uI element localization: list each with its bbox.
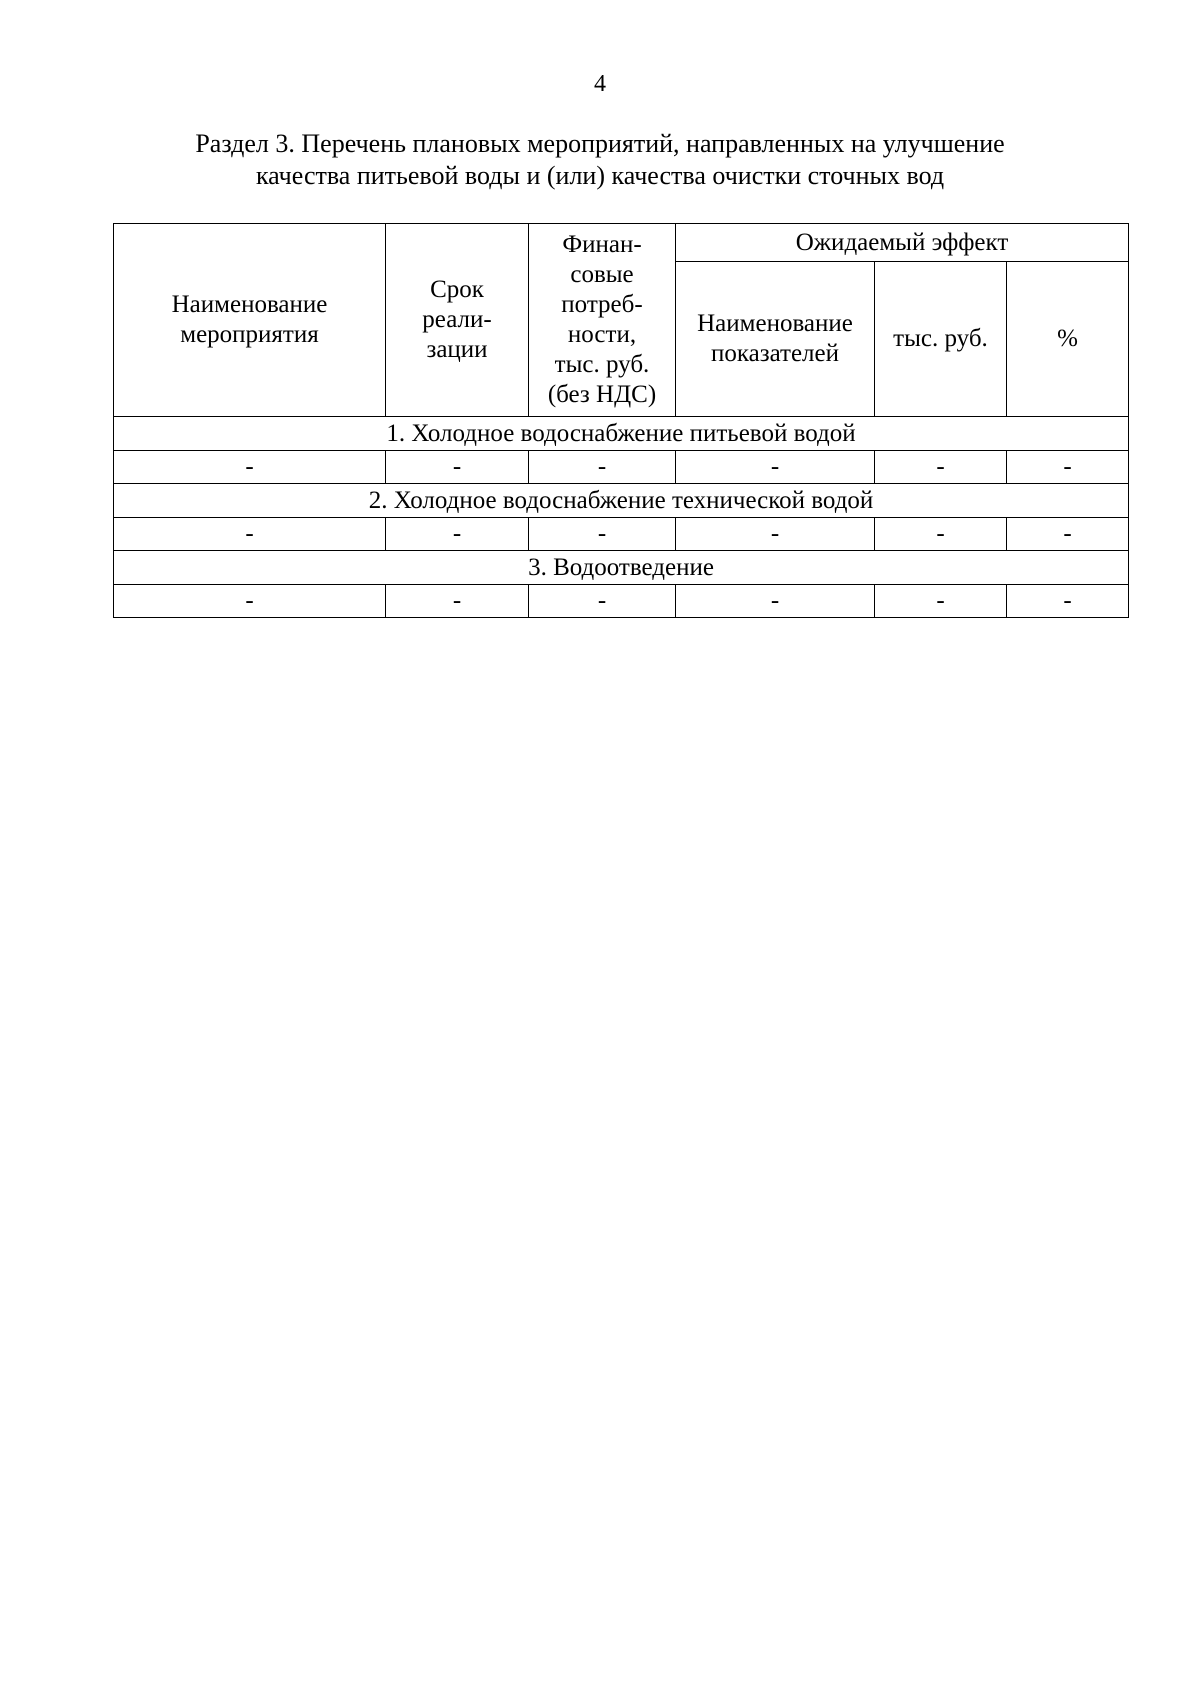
section-row-2 <box>114 484 1129 518</box>
measures-table <box>113 223 1129 618</box>
header-indicators: Наименование показателей <box>676 262 875 417</box>
table-cell: - <box>529 585 676 618</box>
table-cell: - <box>529 451 676 484</box>
section-title-2: 2. Холодное водоснабжение технической водой <box>114 484 1129 518</box>
header-percent: % <box>1007 262 1129 417</box>
table-cell: - <box>875 518 1007 551</box>
table-cell: - <box>1007 585 1129 618</box>
page-number: 4 <box>594 71 606 97</box>
section-title-line-2: качества питьевой воды и (или) качества очистки сточных вод <box>255 161 945 190</box>
table-cell: - <box>114 518 386 551</box>
header-measure-name: Наименование мероприятия <box>114 224 386 417</box>
table-cell: - <box>676 451 875 484</box>
table-cell: - <box>529 518 676 551</box>
section-title-1: 1. Холодное водоснабжение питьевой водой <box>114 417 1129 451</box>
table-cell: - <box>875 585 1007 618</box>
table-cell: - <box>114 585 386 618</box>
table-cell: - <box>1007 451 1129 484</box>
table-cell: - <box>386 585 529 618</box>
table-cell: - <box>676 585 875 618</box>
section-title-3: 3. Водоотведение <box>114 551 1129 585</box>
table-cell: - <box>114 451 386 484</box>
section-title <box>0 128 1200 192</box>
table-cell: - <box>386 451 529 484</box>
header-thousand-rub: тыс. руб. <box>875 262 1007 417</box>
table-cell: - <box>875 451 1007 484</box>
header-expected-effect: Ожидаемый эффект <box>676 224 1129 262</box>
table-row <box>114 585 1129 618</box>
header-finance: Финан- совые потреб- ности, тыс. руб. (без НДС) <box>529 224 676 417</box>
table-cell: - <box>1007 518 1129 551</box>
section-title-line-1: Раздел 3. Перечень плановых мероприятий, направленных на улучшение <box>195 129 1005 158</box>
section-row-3 <box>114 551 1129 585</box>
table-row <box>114 518 1129 551</box>
table-cell: - <box>676 518 875 551</box>
table-cell: - <box>386 518 529 551</box>
table-row <box>114 451 1129 484</box>
section-row-1 <box>114 417 1129 451</box>
header-term: Срок реали- зации <box>386 224 529 417</box>
